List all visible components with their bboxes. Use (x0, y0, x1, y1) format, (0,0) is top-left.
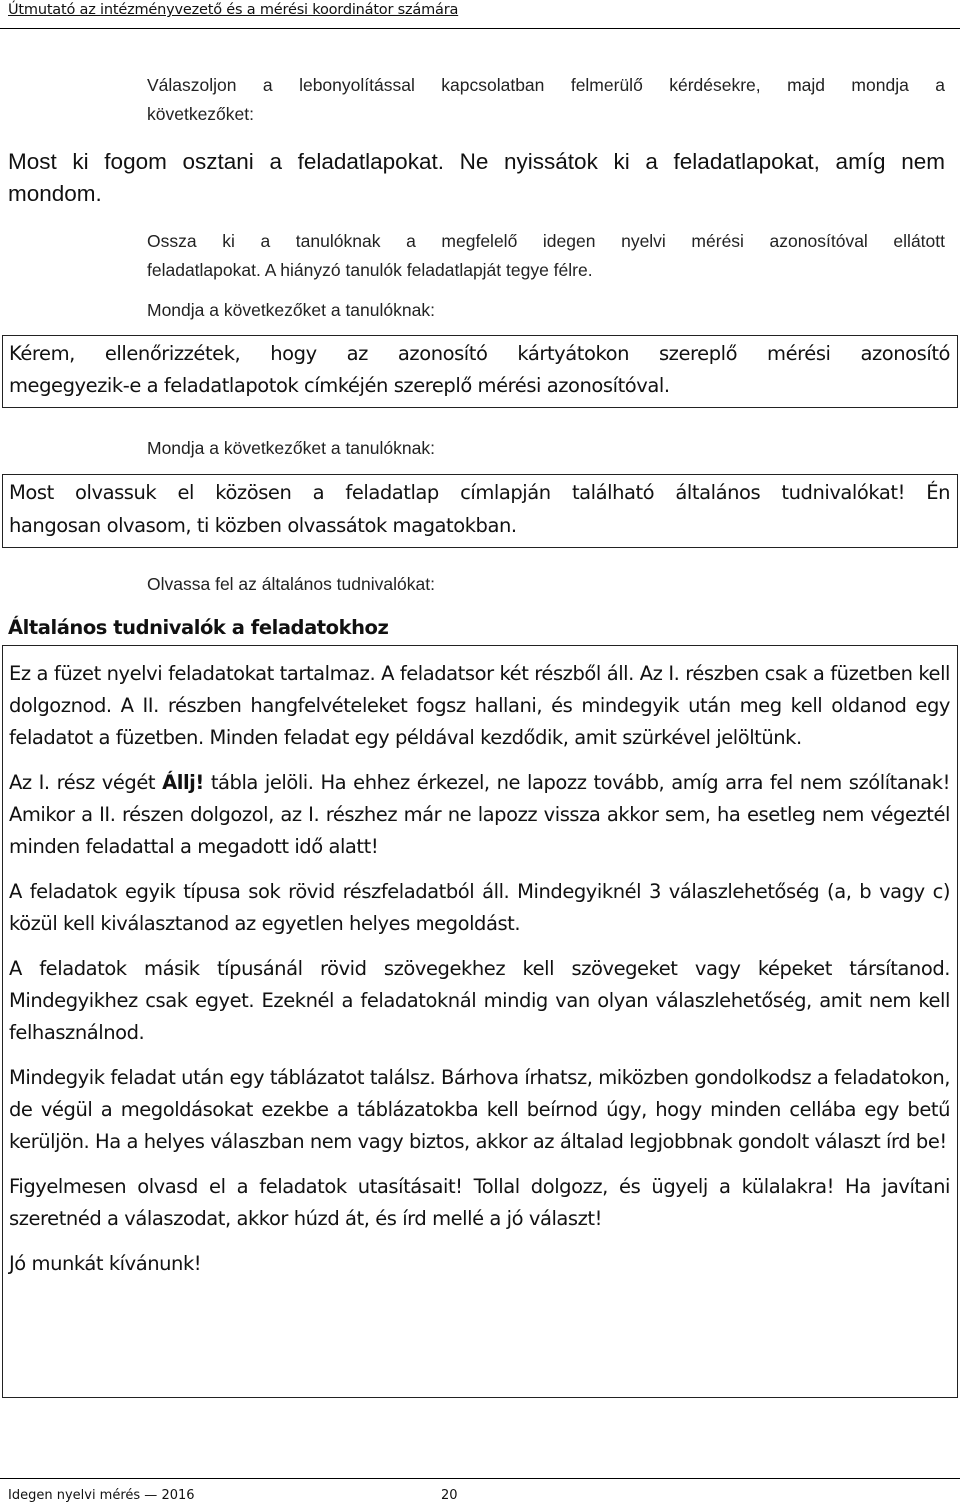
general-notice-box (2, 645, 958, 1398)
read-together-line-1: Most olvassuk el közösen a feladatlap címlapján található általános tudnivalókat! Én (9, 481, 950, 504)
notice-paragraph-5: Mindegyik feladat után egy táblázatot találsz. Bárhova írhatsz, miközben gondolkodsz a feladatokon, de végül a megoldásokat ezekbe a táblázatokba kell beírnod úgy, hogy minden cellába egy betű kerüljön. Ha a helyes válaszban nem vagy biztos, akkor az általad legjobbnak gondolt választ írd be! (9, 1066, 950, 1153)
notice-paragraph-6: Figyelmesen olvasd el a feladatok utasításait! Tollal dolgozz, és ügyelj a külalakra! Ha javítani szeretnéd a válaszodat, akkor húzd át, és írd mellé a jó választ! (9, 1175, 950, 1230)
instruction-5: Olvassa fel az általános tudnivalókat: (147, 574, 435, 594)
spoken-text-1-line-1: Most ki fogom osztani a feladatlapokat. Ne nyissátok ki a feladatlapokat, amíg nem (8, 149, 945, 174)
notice-paragraph-2 (9, 767, 950, 863)
footer-title: Idegen nyelvi mérés — 2016 (8, 1488, 195, 1503)
notice-paragraph-4: A feladatok másik típusánál rövid szövegekhez kell szövegeket vagy képeket társítanod. Mindegyikhez csak egyet. Ezeknél a feladatoknál mindig van olyan válaszlehetőség, amit nem kell felhasználnod. (9, 957, 950, 1044)
header-rule (0, 28, 960, 29)
footer-rule (0, 1478, 960, 1479)
notice-closing: Jó munkát kívánunk! (9, 1252, 202, 1275)
notice-body (9, 658, 950, 1280)
running-header: Útmutató az intézményvezető és a mérési koordinátor számára (8, 2, 459, 18)
notice-title: Általános tudnivalók a feladatokhoz (8, 616, 389, 639)
instruction-1-line-1: Válaszoljon a lebonyolítással kapcsolatban felmerülő kérdésekre, majd mondja a (147, 75, 945, 95)
spoken-text-1-line-2: mondom. (8, 181, 102, 206)
check-id-box (2, 335, 958, 408)
instruction-2-line-1: Ossza ki a tanulóknak a megfelelő idegen nyelvi mérési azonosítóval ellátott (147, 231, 945, 251)
check-id-line-1: Kérem, ellenőrizzétek, hogy az azonosító kártyátokon szereplő mérési azonosító (9, 342, 950, 365)
stop-sign-label: Állj! (162, 771, 204, 794)
notice-paragraph-2-start: Az I. rész végét (9, 771, 163, 794)
notice-paragraph-3: A feladatok egyik típusa sok rövid részfeladatból áll. Mindegyiknél 3 válaszlehetőség (a, b vagy c) közül kell kiválasztanod az egyetlen helyes megoldást. (9, 880, 950, 935)
read-together-box (2, 474, 958, 548)
instruction-3: Mondja a következőket a tanulóknak: (147, 300, 435, 320)
page-number: 20 (441, 1488, 458, 1503)
notice-paragraph-1: Ez a füzet nyelvi feladatokat tartalmaz. A feladatsor két részből áll. Az I. részben csak a füzetben kell dolgoznod. A II. részben hangfelvételeket fogsz hallani, és mindegyik után meg kell oldanod egy feladatot a füzetben. Minden feladat egy példával kezdődik, amit szürkével jelöltünk. (9, 662, 950, 749)
instruction-4: Mondja a következőket a tanulóknak: (147, 438, 435, 458)
instruction-1-line-2: következőket: (147, 104, 254, 124)
check-id-line-2: megegyezik-e a feladatlapotok címkéjén szereplő mérési azonosítóval. (9, 374, 670, 397)
notice-paragraph-2-end: tábla jelöli. Ha ehhez érkezel, ne lapozz tovább, amíg arra fel nem szólítanak! Amikor a II. részen dolgozol, az I. részhez már ne lapozz vissza akkor sem, ha esetleg nem végeztél minden feladattal a megadott idő alatt! (9, 771, 950, 858)
read-together-line-2: hangosan olvasom, ti közben olvassátok magatokban. (9, 514, 517, 537)
instruction-2-line-2: feladatlapokat. A hiányzó tanulók feladatlapját tegye félre. (147, 260, 593, 280)
